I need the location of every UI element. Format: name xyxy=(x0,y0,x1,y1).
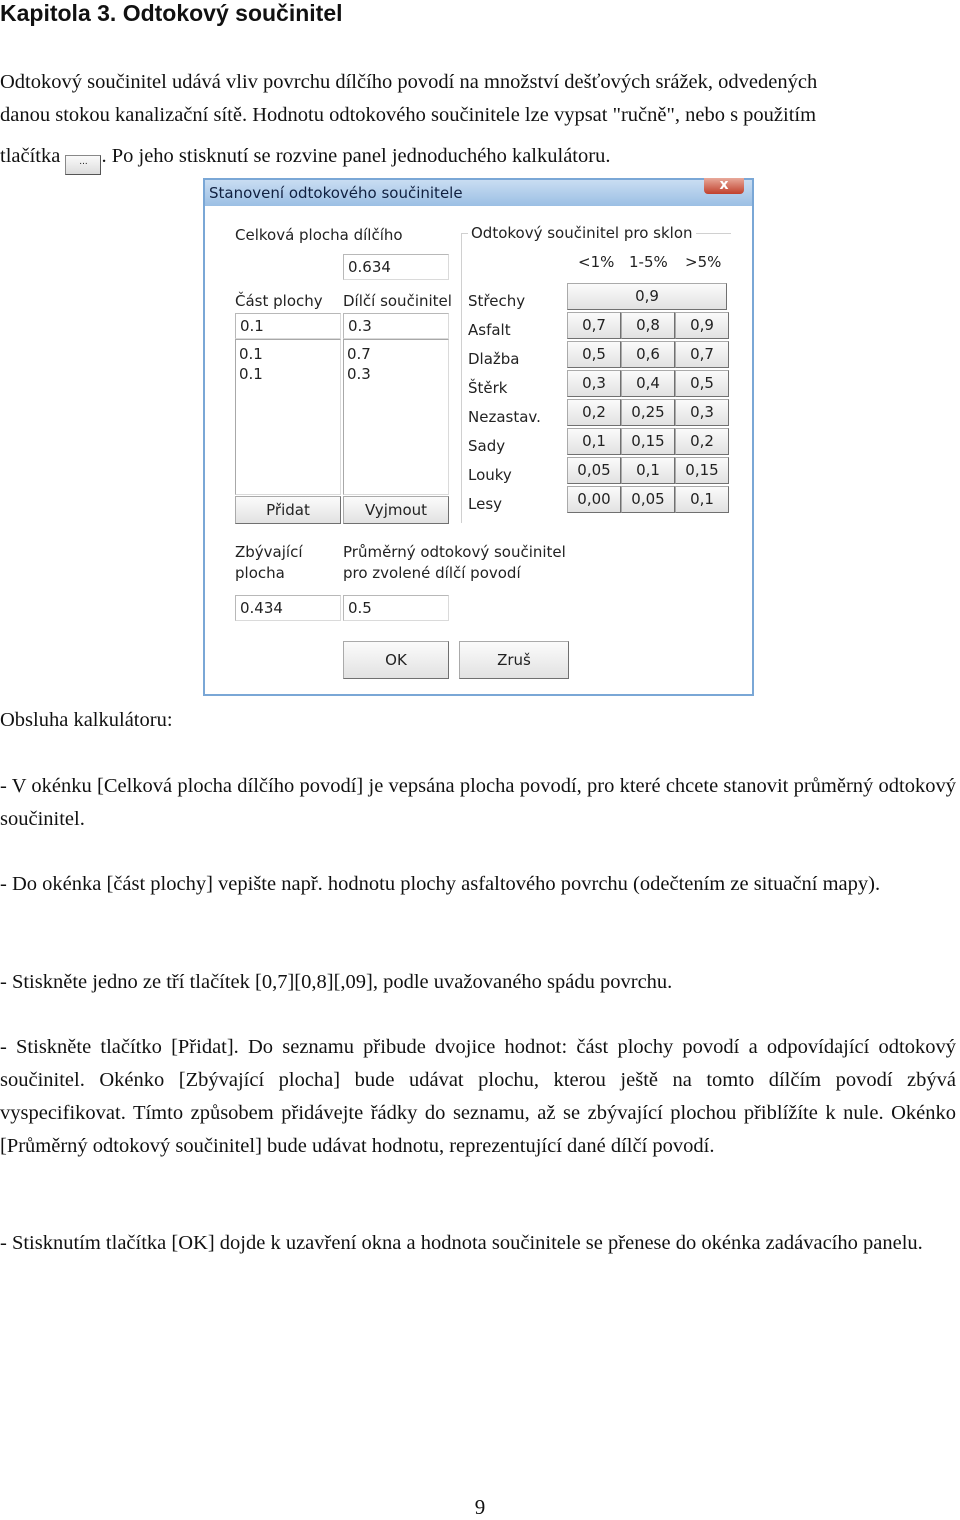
list-item[interactable]: 0.1 xyxy=(239,365,263,383)
average-coef-label-1: Průměrný odtokový součinitel xyxy=(343,543,566,561)
intro-line-3-start: tlačítka xyxy=(0,145,61,167)
intro-line-2: danou stokou kanalizační sítě. Hodnotu odtokového součinitele lze vypsat "ručně", nebo s použitím xyxy=(0,104,817,126)
page-number: 9 xyxy=(474,1495,486,1519)
surface-label-nezastav: Nezastav. xyxy=(468,408,541,426)
intro-line-3-end: . Po jeho stisknutí se rozvine panel jednoduchého kalkulátoru. xyxy=(101,145,611,167)
coef-button-nezastav-high[interactable]: 0,3 xyxy=(675,399,729,426)
surface-label-asfalt: Asfalt xyxy=(468,321,511,339)
coef-button-dlazba-high[interactable]: 0,7 xyxy=(675,341,729,368)
usage-item-4: - Stiskněte tlačítko [Přidat]. Do seznamu přibude dvojice hodnot: část plochy povodí a odpovídající odtokový součinitel. Okénko [Zbývající plocha] bude udávat plochu, kterou ještě na tomto dílčím povodí zbývá vyspecifikovat. Tímto způsobem přidávejte řádky do seznamu, až se zbývající plochou přiblížíte k nule. Okénko [Průměrný odtokový součinitel] bude udávat hodnotu, reprezentující dané dílčí povodí. xyxy=(0,1036,956,1157)
average-coef-label-2: pro zvolené dílčí povodí xyxy=(343,564,521,582)
surface-label-louky: Louky xyxy=(468,466,512,484)
coef-button-sady-high[interactable]: 0,2 xyxy=(675,428,729,455)
dialog-titlebar xyxy=(205,180,752,206)
coef-button-sady-low[interactable]: 0,1 xyxy=(567,428,621,455)
coef-button-asfalt-low[interactable]: 0,7 xyxy=(567,312,621,339)
cancel-button[interactable]: Zruš xyxy=(459,641,569,679)
usage-title: Obsluha kalkulátoru: xyxy=(0,709,173,731)
list-item[interactable]: 0.7 xyxy=(347,345,371,363)
coef-button-sterk-mid[interactable]: 0,4 xyxy=(621,370,675,397)
remaining-area-label-2: plocha xyxy=(235,564,285,582)
ellipsis-button[interactable]: ... xyxy=(65,155,101,175)
close-icon[interactable]: x xyxy=(704,178,744,194)
coef-button-asfalt-high[interactable]: 0,9 xyxy=(675,312,729,339)
coefs-list[interactable] xyxy=(343,339,449,495)
slope-header-high: >5% xyxy=(685,253,722,271)
coef-button-louky-mid[interactable]: 0,1 xyxy=(621,457,675,484)
coef-button-sterk-low[interactable]: 0,3 xyxy=(567,370,621,397)
remaining-area-field: 0.434 xyxy=(235,595,341,621)
dialog-title: Stanovení odtokového součinitele xyxy=(209,184,463,202)
list-item[interactable]: 0.1 xyxy=(239,345,263,363)
coef-button-louky-low[interactable]: 0,05 xyxy=(567,457,621,484)
coef-button-nezastav-mid[interactable]: 0,25 xyxy=(621,399,675,426)
surface-label-lesy: Lesy xyxy=(468,495,503,513)
coef-button-nezastav-low[interactable]: 0,2 xyxy=(567,399,621,426)
list-item[interactable]: 0.3 xyxy=(347,365,371,383)
coef-button-sterk-high[interactable]: 0,5 xyxy=(675,370,729,397)
add-button[interactable]: Přidat xyxy=(235,496,341,524)
remaining-area-label-1: Zbývající xyxy=(235,543,303,561)
part-area-label: Část plochy xyxy=(235,292,323,310)
coef-button-sady-mid[interactable]: 0,15 xyxy=(621,428,675,455)
chapter-heading: Kapitola 3. Odtokový součinitel xyxy=(0,0,343,26)
slope-header-low: <1% xyxy=(578,253,615,271)
total-area-label: Celková plocha dílčího xyxy=(235,226,403,244)
coef-button-lesy-low[interactable]: 0,00 xyxy=(567,486,621,513)
part-area-input[interactable]: 0.1 xyxy=(235,313,341,339)
slope-group-title: Odtokový součinitel pro sklon xyxy=(468,224,696,242)
roofs-label: Střechy xyxy=(468,292,526,310)
roofs-coef-button[interactable]: 0,9 xyxy=(567,283,727,310)
surface-label-sterk: Štěrk xyxy=(468,379,508,397)
coef-button-lesy-mid[interactable]: 0,05 xyxy=(621,486,675,513)
usage-item-2: - Do okénka [část plochy] vepište např. hodnotu plochy asfaltového povrchu (odečtením ze situační mapy). xyxy=(0,873,881,895)
calculator-dialog xyxy=(203,178,754,696)
parts-list[interactable] xyxy=(235,339,341,495)
total-area-field[interactable]: 0.634 xyxy=(343,254,449,280)
partial-coef-label: Dílčí součinitel xyxy=(343,292,452,310)
coef-button-dlazba-low[interactable]: 0,5 xyxy=(567,341,621,368)
surface-label-dlazba: Dlažba xyxy=(468,350,520,368)
intro-line-3 xyxy=(0,140,956,175)
intro-line-1: Odtokový součinitel udává vliv povrchu dílčího povodí na množství dešťových srážek, odvedených xyxy=(0,71,818,93)
ok-button[interactable]: OK xyxy=(343,641,449,679)
usage-item-5: - Stisknutím tlačítka [OK] dojde k uzavření okna a hodnota součinitele se přenese do okénka zadávacího panelu. xyxy=(0,1232,923,1254)
coef-button-asfalt-mid[interactable]: 0,8 xyxy=(621,312,675,339)
surface-label-sady: Sady xyxy=(468,437,506,455)
partial-coef-input[interactable]: 0.3 xyxy=(343,313,449,339)
average-coef-field: 0.5 xyxy=(343,595,449,621)
coef-button-dlazba-mid[interactable]: 0,6 xyxy=(621,341,675,368)
remove-button[interactable]: Vyjmout xyxy=(343,496,449,524)
slope-header-mid: 1-5% xyxy=(629,253,668,271)
coef-button-lesy-high[interactable]: 0,1 xyxy=(675,486,729,513)
coef-button-louky-high[interactable]: 0,15 xyxy=(675,457,729,484)
usage-item-1: - V okénku [Celková plocha dílčího povodí] je vepsána plocha povodí, pro které chcete stanovit průměrný odtokový součinitel. xyxy=(0,775,956,830)
usage-item-3: - Stiskněte jedno ze tří tlačítek [0,7][0,8][,09], podle uvažovaného spádu povrchu. xyxy=(0,971,673,993)
